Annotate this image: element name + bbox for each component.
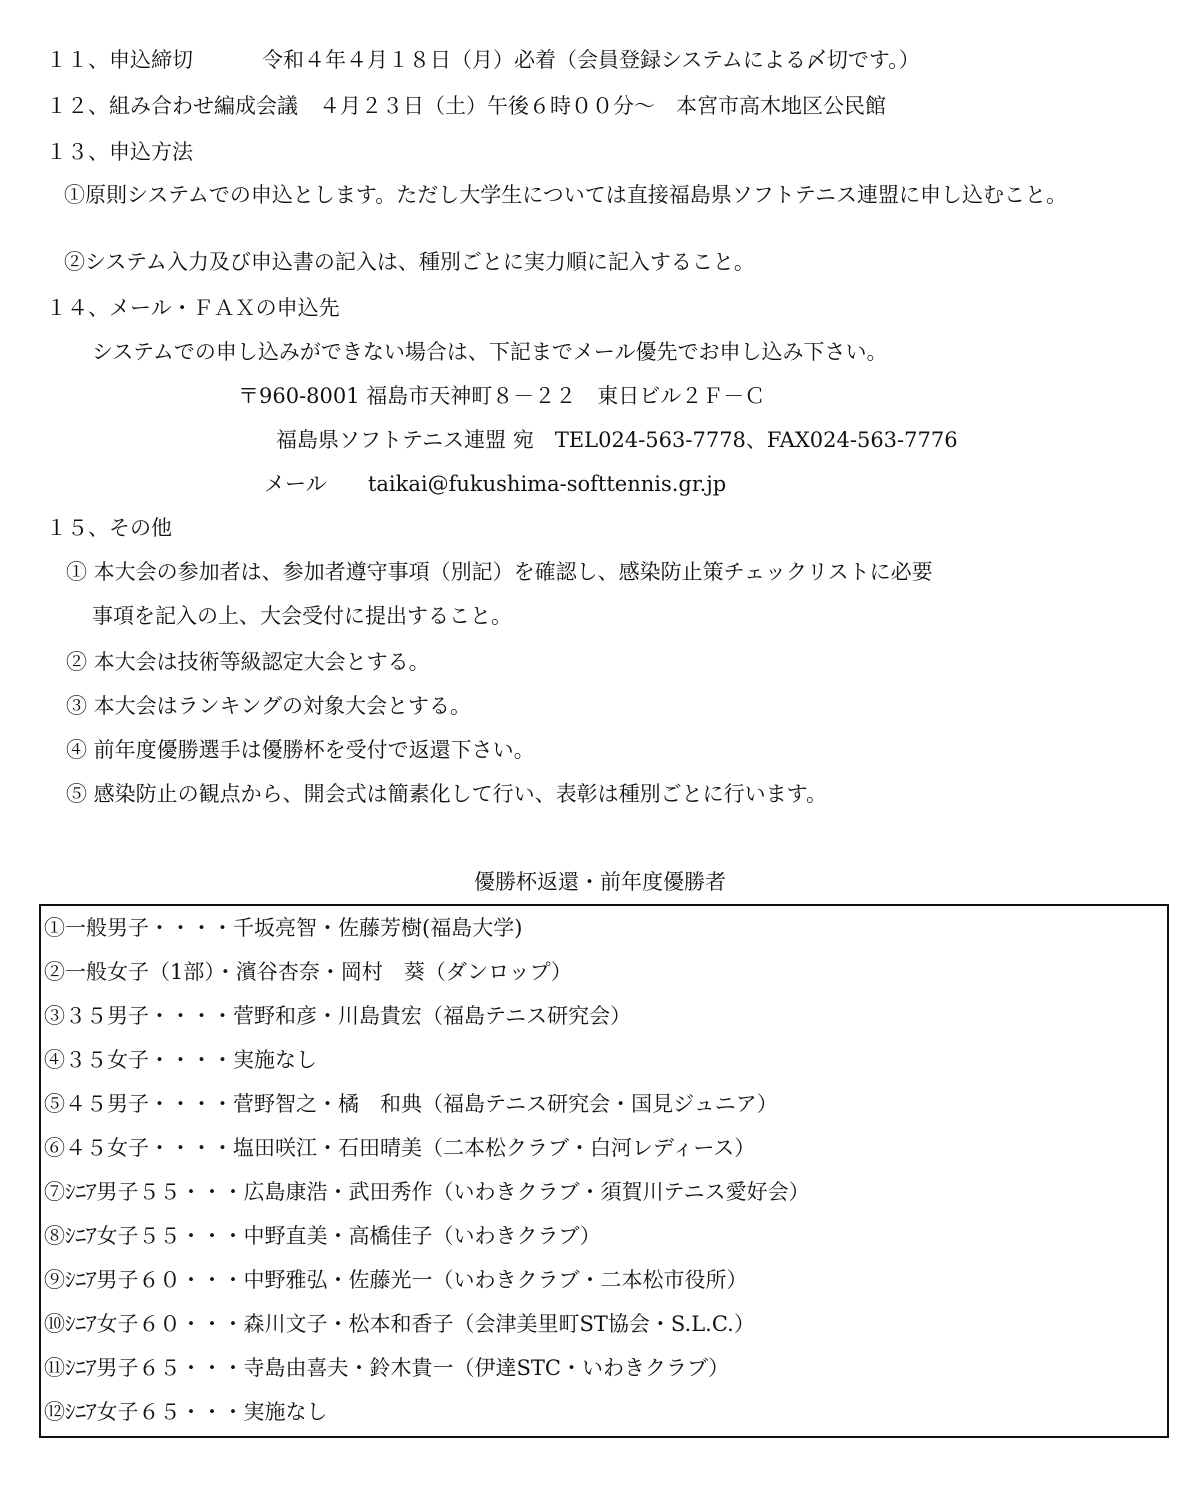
postal-address: 〒960-8001 福島市天神町８－２２ 東日ビル２Ｆ－Ｃ [238, 384, 766, 408]
section-13-item-2: ②システム入力及び申込書の記入は、種別ごとに実力順に記入すること。 [64, 250, 755, 274]
winner-row: ②一般女子（1部）・濱谷杏奈・岡村 葵（ダンロップ） [44, 960, 572, 984]
section-15-item-3: ③ 本大会はランキングの対象大会とする。 [66, 694, 472, 718]
section-12: １２、組み合わせ編成会議 ４月２３日（土）午後６時００分～ 本宮市高木地区公民館 [46, 94, 886, 118]
contact-mail [264, 472, 726, 496]
section-13-heading: １３、申込方法 [46, 140, 193, 164]
section-13-item-1: ①原則システムでの申込とします。ただし大学生については直接福島県ソフトテニス連盟に申し込むこと。 [64, 183, 1067, 207]
winner-row: ⑦ｼﾆｱ男子５５・・・広島康浩・武田秀作（いわきクラブ・須賀川テニス愛好会） [44, 1180, 810, 1204]
section-15-item-4: ④ 前年度優勝選手は優勝杯を受付で返還下さい。 [66, 738, 535, 762]
contact-tel-fax: 福島県ソフトテニス連盟 宛 TEL024-563-7778、FAX024-563-7776 [276, 428, 958, 452]
winner-row: ⑩ｼﾆｱ女子６０・・・森川文子・松本和香子（会津美里町ST協会・S.L.C.） [44, 1312, 755, 1336]
section-15-item-5: ⑤ 感染防止の観点から、開会式は簡素化して行い、表彰は種別ごとに行います。 [66, 782, 827, 806]
section-15-item-2: ② 本大会は技術等級認定大会とする。 [66, 650, 430, 674]
winners-box [39, 904, 1169, 1438]
winner-row: ⑪ｼﾆｱ男子６５・・・寺島由喜夫・鈴木貴一（伊達STC・いわきクラブ） [44, 1356, 730, 1380]
winner-row: ⑥４５女子・・・・塩田咲江・石田晴美（二本松クラブ・白河レディース） [44, 1136, 756, 1160]
section-15-item-1a: ① 本大会の参加者は、参加者遵守事項（別記）を確認し、感染防止策チェックリストに必要 [66, 560, 933, 584]
section-11-text: 令和４年４月１８日（月）必着（会員登録システムによる〆切です。） [262, 48, 920, 72]
winner-row: ⑧ｼﾆｱ女子５５・・・中野直美・高橋佳子（いわきクラブ） [44, 1224, 601, 1248]
mail-label: メール [264, 472, 327, 496]
winner-row: ⑨ｼﾆｱ男子６０・・・中野雅弘・佐藤光一（いわきクラブ・二本松市役所） [44, 1268, 748, 1292]
section-14-intro: システムでの申し込みができない場合は、下記までメール優先でお申し込み下さい。 [92, 340, 888, 364]
winner-row: ③３５男子・・・・菅野和彦・川島貴宏（福島テニス研究会） [44, 1004, 632, 1028]
winner-row: ⑤４５男子・・・・菅野智之・橘 和典（福島テニス研究会・国見ジュニア） [44, 1092, 778, 1116]
section-15-heading: １５、その他 [46, 516, 172, 540]
winners-title: 優勝杯返還・前年度優勝者 [474, 870, 726, 894]
section-15-item-1b: 事項を記入の上、大会受付に提出すること。 [92, 604, 512, 628]
mail-address: taikai@fukushima-softtennis.gr.jp [367, 472, 727, 496]
section-14-heading: １４、メール・ＦＡＸの申込先 [46, 296, 340, 320]
winner-row: ⑫ｼﾆｱ女子６５・・・実施なし [44, 1400, 328, 1424]
section-11-label: １１、申込締切 [46, 48, 193, 72]
winner-row: ①一般男子・・・・千坂亮智・佐藤芳樹(福島大学) [44, 916, 523, 940]
winner-row: ④３５女子・・・・実施なし [44, 1048, 317, 1072]
